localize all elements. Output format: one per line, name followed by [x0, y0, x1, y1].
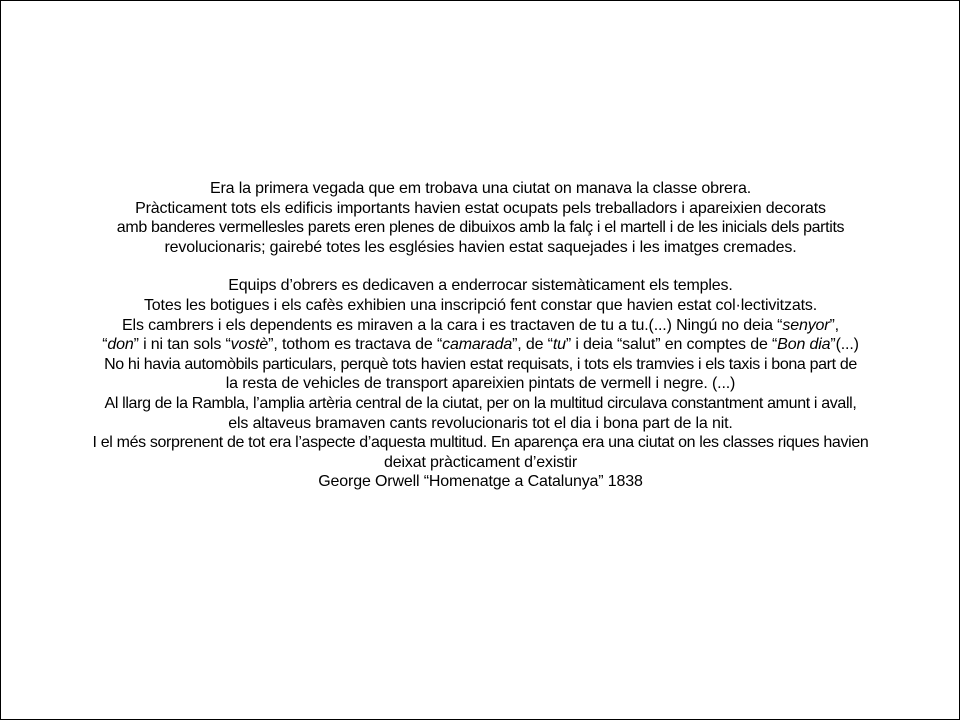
italic-term: camarada	[442, 336, 513, 354]
quote-line: “don” i ni tan sols “vostè”, tothom es tractava de “camarada”, de “tu” i deia “salut” en comptes de “Bon dia”(...)	[102, 336, 859, 354]
quote-line: Al llarg de la Rambla, l’amplia artèria central de la ciutat, per on la multitud circulava constantment amunt i avall,	[104, 394, 857, 412]
quote-text-block	[3, 179, 958, 492]
italic-term: vostè	[230, 336, 269, 354]
quote-line: I el més sorprenent de tot era l’aspecte d’aquesta multitud. En aparença era una ciutat on les classes riques havien	[92, 434, 869, 452]
quote-line: Era la primera vegada que em trobava una ciutat on manava la classe obrera.	[209, 180, 752, 197]
quote-line: la resta de vehicles de transport apareixien pintats de vermell i negre. (...)	[225, 375, 736, 393]
quote-line: No hi havia automòbils particulars, perquè tots havien estat requisats, i tots els tramvies i els taxis i bona part de	[104, 355, 857, 373]
quote-line: amb banderes vermellesles parets eren plenes de dibuixos amb la falç i el martell i de les inicials dels partits	[116, 219, 845, 237]
quote-line: Pràcticament tots els edificis importants havien estat ocupats pels treballadors i apareixien decorats	[135, 199, 826, 217]
italic-term: don	[107, 336, 134, 354]
quote-line: Equips d’obrers es dedicaven a enderrocar sistemàticament els temples.	[228, 277, 733, 295]
quote-line: els altaveus bramaven cants revolucionaris tot el dia i bona part de la nit.	[228, 414, 733, 432]
quote-line: deixat pràcticament d’existir	[383, 453, 578, 471]
quote-line: revolucionaris; gairebé totes les esglésies havien estat saquejades i les imatges cremades.	[164, 238, 797, 256]
quote-line: Els cambrers i els dependents es miraven a la cara i es tractaven de tu a tu.(...) Ningú no deia “senyor”,	[122, 316, 839, 334]
attribution: George Orwell “Homenatge a Catalunya” 1838	[318, 473, 643, 491]
italic-term: senyor	[782, 316, 830, 334]
italic-term: Bon dia	[777, 336, 831, 354]
quote-line: Totes les botigues i els cafès exhibien una inscripció fent constar que havien estat col·lectivitzats.	[143, 296, 818, 314]
paragraph-spacer	[3, 257, 958, 276]
italic-term: tu	[552, 336, 566, 354]
